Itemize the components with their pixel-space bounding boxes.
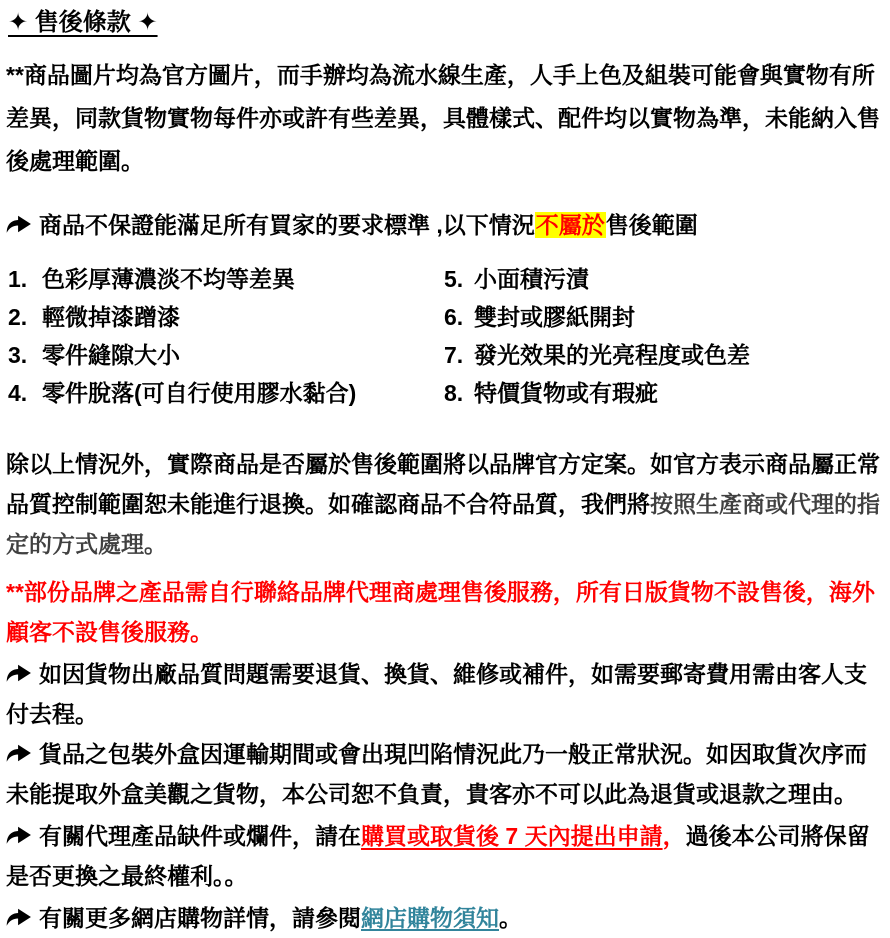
curved-arrow-icon <box>6 824 32 846</box>
not-covered-prefix: 商品不保證能滿足所有買家的要求標準 ,以下情況 <box>39 212 535 238</box>
list-item-number: 2. <box>8 304 28 330</box>
list-item-text: 發光效果的光亮程度或色差 <box>474 342 750 368</box>
intro-text: **商品圖片均為官方圖片，而手辦均為流水線生產，人手上色及組裝可能會與實物有所差異，同款貨物實物每件亦或許有些差異，具體樣式、配件均以實物為準，未能納入售後處理範圍。 <box>6 62 880 174</box>
list-item <box>8 298 444 336</box>
packaging-paragraph <box>6 734 884 814</box>
list-item <box>444 336 884 374</box>
curved-arrow-icon <box>6 662 32 684</box>
list-item-text: 零件縫隙大小 <box>42 342 180 368</box>
list-item <box>444 374 884 412</box>
list-item-number: 6. <box>444 304 464 330</box>
curved-arrow-icon <box>6 742 32 764</box>
packaging-text: 貨品之包裝外盒因運輸期間或會出現凹陷情況此乃一般正常狀況。如因取貨次序而未能提取外盒美觀之貨物，本公司恕不負責，貴客亦不可以此為退貨或退款之理由。 <box>6 741 867 807</box>
curved-arrow-icon <box>6 213 32 235</box>
not-covered-highlight: 不屬於 <box>535 212 605 238</box>
list-item <box>444 298 884 336</box>
page-title-text: ✦ 售後條款 ✦ <box>8 9 158 36</box>
curved-arrow-icon <box>6 906 32 928</box>
list-item <box>8 374 444 412</box>
shopping-guide-link[interactable]: 網店購物須知 <box>361 905 499 931</box>
not-covered-heading <box>6 205 884 245</box>
more-info-before: 有關更多網店購物詳情，請參閱 <box>39 905 361 931</box>
returns-text: 如因貨物出廠品質問題需要退貨、換貨、維修或補件，如需要郵寄費用需由客人支付去程。 <box>6 661 867 727</box>
missing-parts-deadline: 購買或取貨後 7 天內提出申請 <box>361 823 663 849</box>
list-item-number: 5. <box>444 266 464 292</box>
missing-parts-paragraph <box>6 816 884 896</box>
list-item-number: 4. <box>8 380 28 406</box>
decision-text: 除以上情況外，實際商品是否屬於售後範圍將以品牌官方定案。如官方表示商品屬正常品質控制範圍恕未能進行退換。如確認商品不合符品質，我們將 <box>6 451 880 517</box>
more-info-paragraph <box>6 898 884 938</box>
red-notice-text: **部份品牌之產品需自行聯絡品牌代理商處理售後服務，所有日版貨物不設售後，海外顧客不設售後服務。 <box>6 579 875 645</box>
exclusion-list-left-column <box>6 260 444 412</box>
exclusion-list <box>6 260 884 412</box>
red-notice-paragraph <box>6 572 884 652</box>
list-item-text: 雙封或膠紙開封 <box>474 304 635 330</box>
decision-paragraph <box>6 444 884 564</box>
list-item-text: 小面積污漬 <box>474 266 589 292</box>
decision-gray-text: 按照生產商或代理的指定的方式處理。 <box>6 491 880 557</box>
list-item-text: 色彩厚薄濃淡不均等差異 <box>42 266 295 292</box>
list-item-text: 特價貨物或有瑕疵 <box>474 380 658 406</box>
missing-parts-before: 有關代理產品缺件或爛件，請在 <box>39 823 361 849</box>
intro-paragraph <box>6 54 884 183</box>
list-item <box>8 260 444 298</box>
page-title <box>8 8 884 38</box>
more-info-after: 。 <box>499 905 522 931</box>
list-item <box>444 260 884 298</box>
missing-parts-comma: ， <box>662 823 686 849</box>
not-covered-suffix: 售後範圍 <box>605 212 698 238</box>
missing-parts-after: 過後本公司將保留是否更換之最終權利。。 <box>6 823 870 889</box>
list-item-text: 輕微掉漆蹭漆 <box>42 304 180 330</box>
list-item-number: 8. <box>444 380 464 406</box>
list-item <box>8 336 444 374</box>
returns-paragraph <box>6 654 884 734</box>
list-item-number: 1. <box>8 266 28 292</box>
exclusion-list-right-column <box>444 260 884 412</box>
list-item-text: 零件脫落(可自行使用膠水黏合) <box>42 380 357 406</box>
list-item-number: 3. <box>8 342 28 368</box>
list-item-number: 7. <box>444 342 464 368</box>
